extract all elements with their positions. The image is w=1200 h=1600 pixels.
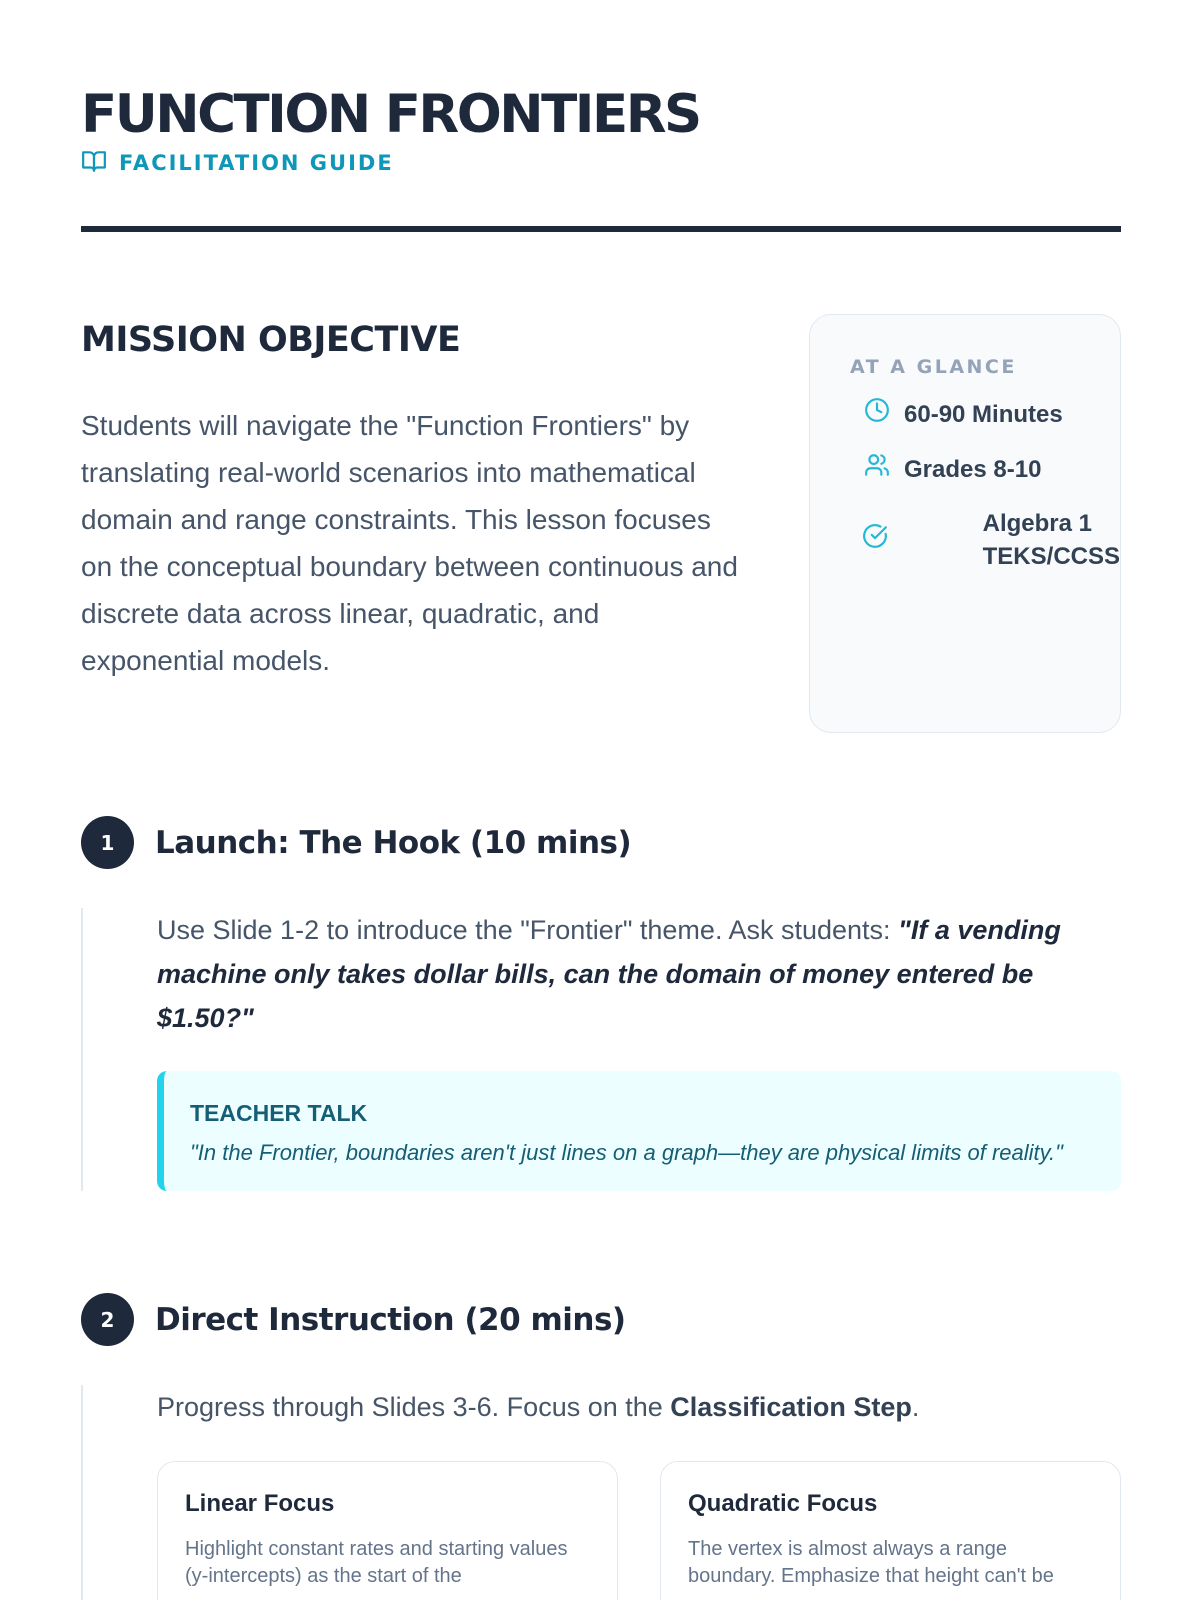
glance-item-grades [850, 452, 1120, 487]
step-2-header [81, 1293, 626, 1346]
clock-icon [864, 397, 890, 432]
card-title: Linear Focus [185, 1490, 335, 1517]
classification-step-emphasis: Classification Step [670, 1392, 912, 1422]
step-1-instructions [157, 908, 1121, 1040]
step-2-body [81, 1385, 1121, 1600]
card-body: Highlight constant rates and starting values (y-intercepts) as the start of the [185, 1538, 568, 1587]
glance-item-standards [850, 507, 1120, 573]
glance-item-label: Algebra 1 TEKS/CCSS [982, 510, 1120, 570]
focus-cards [157, 1461, 1121, 1600]
subtitle-row [81, 148, 1121, 178]
step-number-badge: 1 [81, 816, 134, 869]
glance-item-label: Grades 8-10 [904, 456, 1042, 483]
mission-objective-section [81, 318, 741, 684]
step-title: Launch: The Hook (10 mins) [155, 824, 632, 861]
step-2-instructions [157, 1385, 1121, 1429]
hook-question: "If a vending machine only takes dollar bills, can the domain of money entered be $1.50?" [157, 915, 1061, 1033]
at-a-glance-card [809, 314, 1121, 733]
instruction-text: Use Slide 1-2 to introduce the "Frontier" theme. Ask students: [157, 915, 899, 945]
callout-quote: "In the Frontier, boundaries aren't just lines on a graph—they are physical limits of reality." [190, 1140, 1063, 1165]
document-title: FUNCTION FRONTIERS [81, 84, 700, 145]
quadratic-focus-card [660, 1461, 1121, 1600]
card-body: The vertex is almost always a range boundary. Emphasize that height can't be [688, 1538, 1054, 1587]
step-1-body [81, 908, 1121, 1191]
glance-heading: AT A GLANCE [850, 356, 1017, 378]
check-circle-icon [862, 523, 971, 558]
objective-body: Students will navigate the "Function Frontiers" by translating real-world scenarios into mathematical domain and range constraints. This lesson focuses on the conceptual boundary between continuous and discrete data across linear, quadratic, and exponential models. [81, 410, 738, 676]
glance-item-label: 60-90 Minutes [904, 401, 1063, 428]
glance-item-duration [850, 397, 1120, 432]
teacher-talk-callout [157, 1071, 1121, 1191]
linear-focus-card [157, 1461, 618, 1600]
instruction-text: Progress through Slides 3-6. Focus on the [157, 1392, 671, 1422]
page-header [81, 84, 1121, 178]
users-icon [864, 452, 890, 487]
callout-label: TEACHER TALK [190, 1100, 368, 1126]
header-divider [81, 226, 1121, 232]
instruction-end: . [911, 1392, 920, 1422]
step-1-header [81, 816, 631, 869]
card-title: Quadratic Focus [688, 1490, 878, 1517]
step-title: Direct Instruction (20 mins) [155, 1301, 626, 1338]
document-subtitle: FACILITATION GUIDE [119, 151, 394, 175]
step-number-badge: 2 [81, 1293, 134, 1346]
objective-heading: MISSION OBJECTIVE [81, 320, 461, 360]
book-open-icon [81, 148, 107, 179]
